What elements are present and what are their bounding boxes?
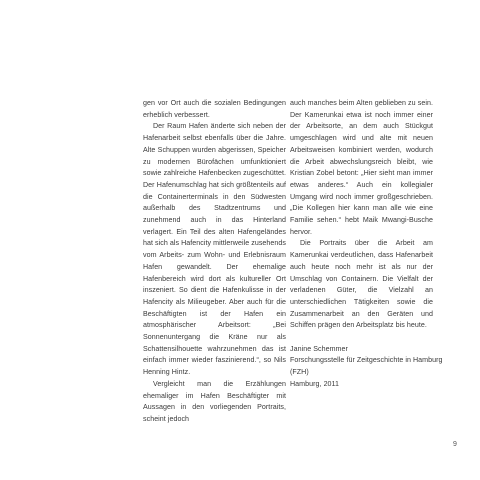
author-signature xyxy=(290,344,443,391)
place-date: Hamburg, 2011 xyxy=(290,379,340,388)
right-text-column xyxy=(290,98,443,391)
author-institution: Forschungsstelle für Zeitgeschichte in Hamburg xyxy=(290,356,443,365)
page-number: 9 xyxy=(453,441,457,448)
paragraph-comparison: Vergleicht man die Erzählungen ehemaliger im Hafen Beschäftigter mit Aussagen in den vorliegenden Portraits, scheint jedoch xyxy=(143,379,286,423)
paragraph-kamerunkai: auch manches beim Alten geblieben zu sein. Der Kamerunkai etwa ist noch immer einer der Arbeitsorte, an dem auch Stückgut umgeschlagen wird und alte mit neuen Arbeitsweisen kombiniert werden, wodurch die Arbeit abwechslungsreich bleibt, wie Kristian Zobel betont: „Hier sieht man immer etwas anderes.“ Auch ein kollegialer Umgang wird noch immer großgeschrieben. „Die Kollegen hier kann man alle wie eine Familie sehen.“ hebt Maik Mwangi-Busche hervor. xyxy=(290,99,433,236)
paragraph-portraits: Die Portraits über die Arbeit am Kamerunkai verdeutlichen, dass Hafenarbeit auch heute noch mehr ist als nur der Umschlag von Containern. Die Vielfalt der verladenen Güter, die Vielzahl an unterschiedlichen Tätigkeiten sowie die Zusammenarbeit an den Geräten und Schiffen prägen den Arbeitsplatz bis heute. xyxy=(290,239,433,330)
paragraph-continuation: gen vor Ort auch die sozialen Bedingungen erheblich verbessert. xyxy=(143,99,286,119)
left-text-column xyxy=(143,98,286,426)
paragraph-hafen-change: Der Raum Hafen änderte sich neben der Hafenarbeit selbst ebenfalls über die Jahre. Alte Schuppen wurden abgerissen, Speicher zu modernen Bürofächen umfunktioniert sowie zahlreiche Hafenbecken zugeschüttet. Der Hafenumschlag hat sich größtenteils auf die Containerterminals in den Südwesten außerhalb des Stadtzentrums und zunehmend auch in das Hinterland verlagert. Ein Teil des alten Hafengeländes hat sich als Hafencity mittlerweile zusehends vom Arbeits- zum Wohn- und Erlebnisraum Hafen gewandelt. Der ehemalige Hafenbereich wird dort als kultureller Ort inszeniert. So dient die Hafenkulisse in der Hafencity als Milieugeber. Aber auch für die Beschäftigten ist der Hafen ein atmosphärischer Arbeitsort: „Bei Sonnenuntergang die Kräne nur als Schattensilhouette wahrzunehmen das ist einfach immer wieder faszinierend.“, so Nils Henning Hintz. xyxy=(143,122,287,377)
author-name: Janine Schemmer xyxy=(290,344,348,353)
institution-abbreviation: (FZH) xyxy=(290,368,309,377)
